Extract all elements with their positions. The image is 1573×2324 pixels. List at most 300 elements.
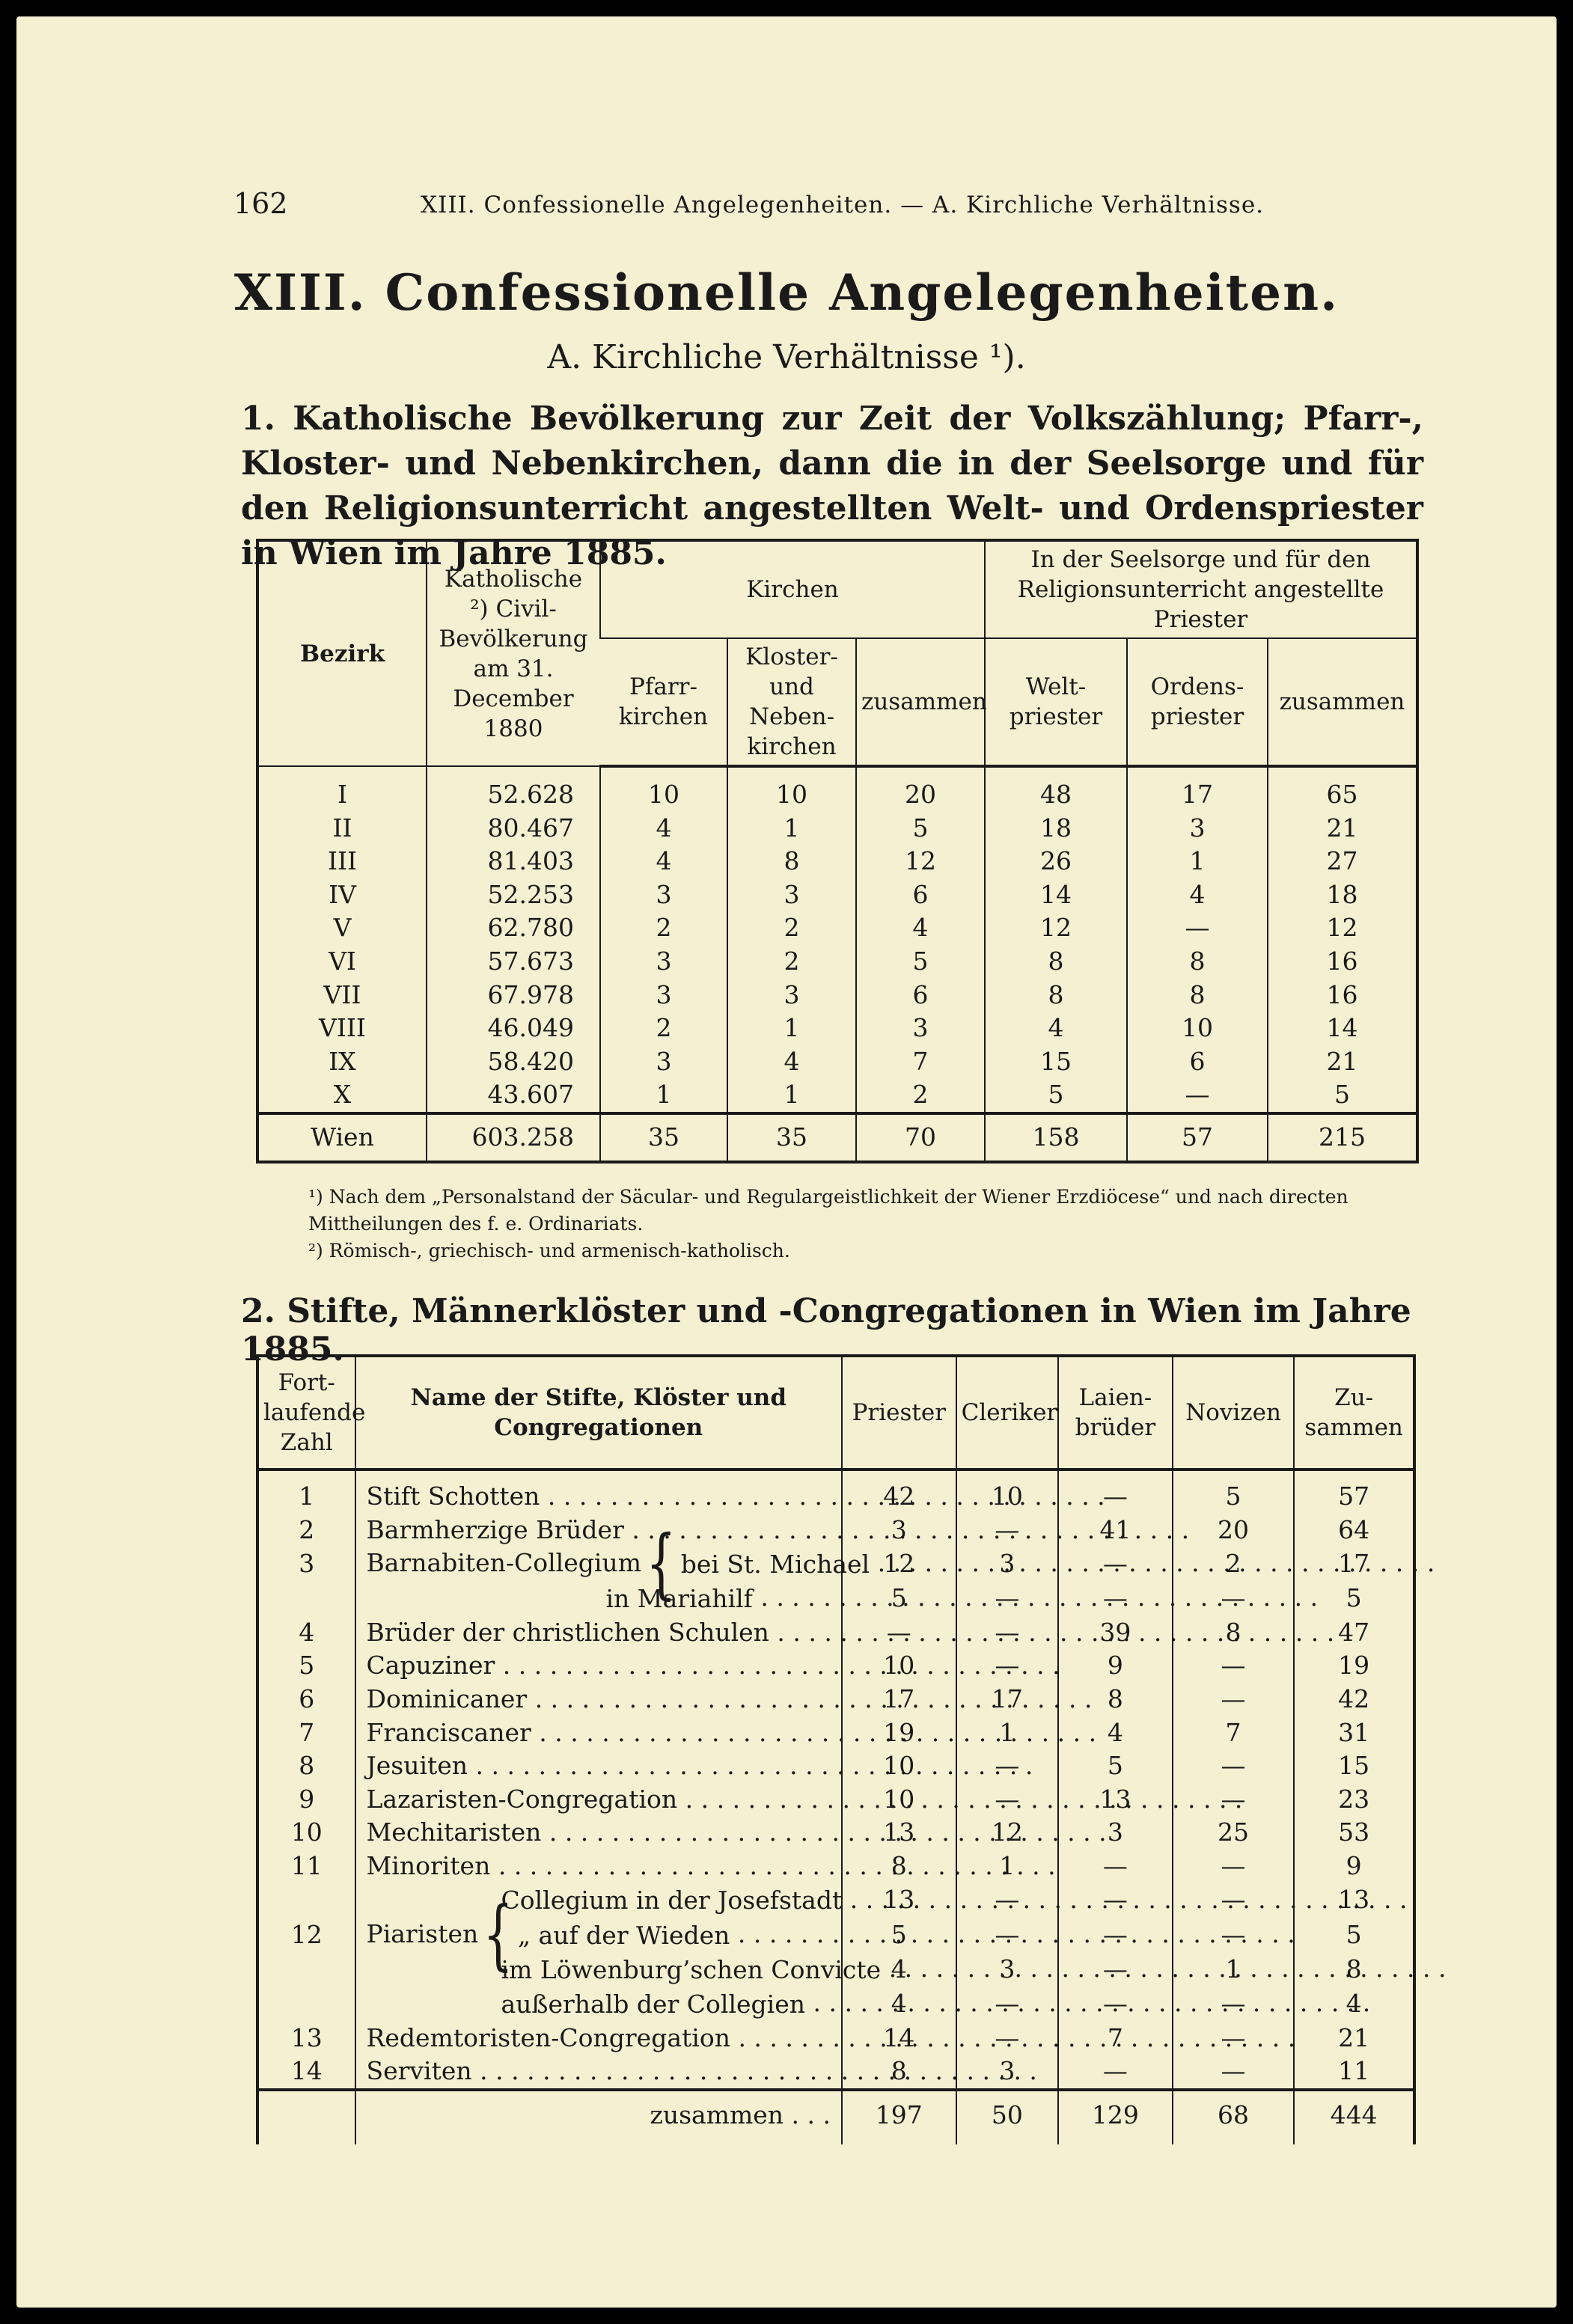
institution-name: Mechitaristen	[366, 1817, 542, 1847]
col-novizen: Novizen	[1173, 1356, 1295, 1470]
col-nr: Fort-laufende Zahl	[257, 1356, 355, 1470]
cell-name	[355, 1783, 843, 1817]
subtitle: A. Kirchliche Verhältnisse ¹).	[547, 338, 1026, 376]
cell-kirchen-zusammen: 6	[856, 878, 985, 912]
cell-zusammen: 42	[1294, 1683, 1414, 1716]
cell-name	[355, 1716, 843, 1750]
main-title: XIII. Confessionelle Angelegenheiten.	[233, 263, 1340, 322]
footnote-2: ²) Römisch-, griechisch- und armenisch-katholisch.	[308, 1240, 790, 1262]
cell-cleriker: —	[956, 1514, 1059, 1547]
cell-ordenspriester: —	[1127, 911, 1268, 945]
total-population: 603.258	[427, 1113, 600, 1162]
cell-cleriker: —	[956, 1581, 1059, 1615]
cell-cleriker: —	[956, 1918, 1059, 1952]
cell-cleriker: 3	[956, 1952, 1059, 1987]
running-head	[16, 187, 1557, 221]
cell-priester-zusammen: 12	[1268, 911, 1417, 945]
brace-glyph: {	[483, 1891, 513, 1981]
cell-priester-zusammen: 21	[1268, 1045, 1417, 1079]
cell-novizen: —	[1173, 1850, 1295, 1883]
col-population: Katholische ²) Civil-Bevölkerung am 31. December 1880	[427, 540, 600, 766]
cell-priester-zusammen: 21	[1268, 812, 1417, 845]
cell-priester-zusammen: 27	[1268, 845, 1417, 878]
cell-zusammen: 53	[1294, 1816, 1414, 1850]
col-ordenspriester: Ordens-priester	[1127, 638, 1268, 766]
cell-nr: 9	[299, 1784, 315, 1814]
cell-bezirk: III	[327, 846, 358, 876]
cell-bezirk: IV	[329, 879, 356, 909]
table-row	[257, 1547, 1414, 1581]
cell-klosterkirchen: 2	[727, 945, 856, 979]
cell-ordenspriester: 8	[1127, 979, 1268, 1012]
total-cleriker: 50	[956, 2090, 1059, 2144]
cell-name	[355, 2022, 843, 2055]
page	[16, 16, 1557, 2308]
leader-dots	[677, 1785, 1242, 1814]
cell-pfarrkirchen: 4	[600, 812, 727, 845]
cell-cleriker: —	[956, 1616, 1059, 1650]
cell-population: 52.628	[427, 766, 600, 812]
cell-nr: 11	[290, 1850, 323, 1880]
cell-nr: 8	[299, 1751, 315, 1781]
cell-pfarrkirchen: 3	[600, 945, 727, 979]
cell-zusammen: 57	[1294, 1470, 1414, 1514]
cell-ordenspriester: 1	[1127, 845, 1268, 878]
table-row	[257, 1850, 1414, 1883]
total-label	[355, 2090, 843, 2144]
table-row	[257, 1012, 1417, 1045]
table-row	[257, 1918, 1414, 1952]
cell-kirchen-zusammen: 5	[856, 812, 985, 845]
col-kirchen: Kirchen	[600, 540, 985, 638]
cell-name	[355, 1683, 843, 1716]
institution-sublocation: „ auf der Wieden	[517, 1920, 730, 1950]
cell-population: 57.673	[427, 945, 600, 979]
cell-novizen: —	[1173, 1883, 1295, 1918]
total-priester-zusammen: 215	[1268, 1113, 1417, 1162]
cell-weltpriester: 15	[985, 1045, 1127, 1079]
cell-pfarrkirchen: 2	[600, 1012, 727, 1045]
cell-bezirk: V	[333, 913, 352, 943]
cell-klosterkirchen: 3	[727, 979, 856, 1012]
cell-weltpriester: 14	[985, 878, 1127, 912]
cell-weltpriester: 4	[985, 1012, 1127, 1045]
cell-ordenspriester: —	[1127, 1078, 1268, 1113]
total-blank	[257, 2090, 355, 2144]
cell-nr: 12	[290, 1919, 323, 1949]
cell-priester-zusammen: 14	[1268, 1012, 1417, 1045]
cell-priester: 14	[842, 2022, 956, 2055]
col-name: Name der Stifte, Klöster und Congregationen	[355, 1356, 843, 1470]
cell-pfarrkirchen: 3	[600, 979, 727, 1012]
cell-name	[355, 1850, 843, 1883]
cell-priester: 8	[842, 2055, 956, 2090]
cell-kirchen-zusammen: 6	[856, 979, 985, 1012]
cell-novizen: —	[1173, 1987, 1295, 2021]
monastery-table	[256, 1354, 1416, 2144]
cell-cleriker: —	[956, 1649, 1059, 1683]
footnote-1: ¹) Nach dem „Personalstand der Säcular- und Regulargeistlichkeit der Wiener Erzdiöcese“ und nach directen Mittheilungen des f. e. Ordinariats.	[308, 1186, 1348, 1235]
cell-pfarrkirchen: 3	[600, 878, 727, 912]
cell-nr	[257, 1883, 355, 1918]
cell-pfarrkirchen: 4	[600, 845, 727, 878]
cell-name	[355, 1470, 843, 1514]
cell-novizen: 8	[1173, 1616, 1295, 1650]
cell-novizen: —	[1173, 1683, 1295, 1716]
total-row	[257, 2090, 1414, 2144]
total-priester: 197	[842, 2090, 956, 2144]
table-row	[257, 1783, 1414, 1817]
cell-name	[355, 1749, 843, 1783]
table-row	[257, 1749, 1414, 1783]
cell-laienbrueder: —	[1058, 1850, 1173, 1883]
cell-priester: 8	[842, 1850, 956, 1883]
institution-name: Minoriten	[366, 1850, 491, 1880]
cell-klosterkirchen: 2	[727, 911, 856, 945]
cell-laienbrueder: 41	[1058, 1514, 1173, 1547]
table-row	[257, 1470, 1414, 1514]
institution-sublocation: bei St. Michael	[680, 1549, 870, 1579]
cell-novizen: —	[1173, 1918, 1295, 1952]
cell-klosterkirchen: 1	[727, 1012, 856, 1045]
leader-dots: . . .	[784, 2100, 831, 2129]
cell-pfarrkirchen: 1	[600, 1078, 727, 1113]
page-number: 162	[233, 187, 288, 220]
cell-cleriker: —	[956, 2022, 1059, 2055]
table-row	[257, 1514, 1414, 1547]
cell-ordenspriester: 8	[1127, 945, 1268, 979]
cell-population: 46.049	[427, 1012, 600, 1045]
cell-kirchen-zusammen: 2	[856, 1078, 985, 1113]
cell-laienbrueder: 9	[1058, 1649, 1173, 1683]
table-row	[257, 1716, 1414, 1750]
cell-population: 62.780	[427, 911, 600, 945]
cell-priester: 10	[842, 1749, 956, 1783]
cell-nr: 13	[290, 2022, 323, 2052]
table-row	[257, 945, 1417, 979]
cell-kirchen-zusammen: 5	[856, 945, 985, 979]
col-priester: Priester	[842, 1356, 956, 1470]
cell-name	[355, 2055, 843, 2090]
total-novizen: 68	[1173, 2090, 1295, 2144]
cell-novizen: —	[1173, 2022, 1295, 2055]
cell-zusammen: 8	[1294, 1952, 1414, 1987]
leader-dots	[468, 1751, 1033, 1780]
cell-laienbrueder: —	[1058, 2055, 1173, 2090]
institution-sublocation: in Mariahilf	[605, 1584, 753, 1614]
leader-dots	[490, 1851, 1055, 1880]
institution-name: Piaristen	[366, 1918, 479, 1948]
cell-nr: 7	[299, 1717, 315, 1747]
cell-zusammen: 15	[1294, 1749, 1414, 1783]
cell-bezirk: X	[333, 1080, 352, 1110]
cell-novizen: 1	[1173, 1952, 1295, 1987]
cell-novizen: —	[1173, 1649, 1295, 1683]
cell-population: 43.607	[427, 1078, 600, 1113]
institution-name: Barnabiten-Collegium	[366, 1548, 641, 1578]
cell-priester: 10	[842, 1649, 956, 1683]
col-laienbrueder: Laien-brüder	[1058, 1356, 1173, 1470]
cell-cleriker: 10	[956, 1470, 1059, 1514]
col-weltpriester: Welt-priester	[985, 638, 1127, 766]
cell-priester-zusammen: 5	[1268, 1078, 1417, 1113]
cell-zusammen: 17	[1294, 1547, 1414, 1581]
cell-weltpriester: 8	[985, 945, 1127, 979]
cell-laienbrueder: —	[1058, 1470, 1173, 1514]
cell-novizen: 25	[1173, 1816, 1295, 1850]
leader-dots	[769, 1618, 1334, 1647]
cell-klosterkirchen: 8	[727, 845, 856, 878]
institution-sublocation: Collegium in der Josefstadt	[501, 1886, 843, 1915]
cell-laienbrueder: 13	[1058, 1783, 1173, 1817]
cell-cleriker: 12	[956, 1816, 1059, 1850]
cell-cleriker: 1	[956, 1850, 1059, 1883]
cell-zusammen: 21	[1294, 2022, 1414, 2055]
cell-priester-zusammen: 18	[1268, 878, 1417, 912]
cell-nr: 5	[299, 1651, 315, 1681]
cell-weltpriester: 18	[985, 812, 1127, 845]
cell-priester: 5	[842, 1581, 956, 1615]
cell-nr: 2	[299, 1514, 315, 1544]
cell-zusammen: 5	[1294, 1918, 1414, 1952]
table-row	[257, 766, 1417, 812]
institution-name: Serviten	[366, 2056, 472, 2086]
cell-pfarrkirchen: 10	[600, 766, 727, 812]
cell-weltpriester: 48	[985, 766, 1127, 812]
cell-weltpriester: 12	[985, 911, 1127, 945]
cell-population: 58.420	[427, 1045, 600, 1079]
table-row	[257, 1883, 1414, 1918]
cell-priester: 13	[842, 1883, 956, 1918]
cell-priester: 4	[842, 1987, 956, 2021]
leader-dots	[805, 1988, 1370, 2017]
institution-name: Jesuiten	[366, 1751, 468, 1781]
cell-laienbrueder: 7	[1058, 2022, 1173, 2055]
cell-cleriker: 1	[956, 1716, 1059, 1750]
cell-laienbrueder: —	[1058, 1918, 1173, 1952]
cell-kirchen-zusammen: 7	[856, 1045, 985, 1079]
cell-population: 80.467	[427, 812, 600, 845]
total-laienbrueder: 129	[1058, 2090, 1173, 2144]
table-row	[257, 1581, 1414, 1615]
institution-sublocation: im Löwenburg’schen Convicte	[501, 1954, 882, 1984]
cell-weltpriester: 8	[985, 979, 1127, 1012]
cell-priester: —	[842, 1616, 956, 1650]
cell-nr: 6	[299, 1684, 315, 1713]
cell-klosterkirchen: 1	[727, 1078, 856, 1113]
cell-nr	[257, 1952, 355, 1987]
cell-population: 52.253	[427, 878, 600, 912]
cell-bezirk: IX	[329, 1046, 356, 1076]
cell-novizen: —	[1173, 2055, 1295, 2090]
cell-zusammen: 11	[1294, 2055, 1414, 2090]
cell-zusammen: 4	[1294, 1987, 1414, 2021]
cell-klosterkirchen: 10	[727, 766, 856, 812]
cell-nr	[257, 1581, 355, 1615]
cell-cleriker: —	[956, 1987, 1059, 2021]
cell-bezirk: VI	[329, 946, 356, 976]
cell-ordenspriester: 3	[1127, 812, 1268, 845]
cell-ordenspriester: 6	[1127, 1045, 1268, 1079]
table-row	[257, 812, 1417, 845]
cell-laienbrueder: 5	[1058, 1749, 1173, 1783]
cell-kirchen-zusammen: 3	[856, 1012, 985, 1045]
cell-novizen: —	[1173, 1581, 1295, 1615]
running-title: XIII. Confessionelle Angelegenheiten. — A. Kirchliche Verhältnisse.	[421, 192, 1265, 218]
col-priester-group: In der Seelsorge und für den Religionsunterricht angestellte Priester	[985, 540, 1417, 638]
cell-zusammen: 31	[1294, 1716, 1414, 1750]
cell-weltpriester: 26	[985, 845, 1127, 878]
cell-laienbrueder: —	[1058, 1547, 1173, 1581]
cell-klosterkirchen: 1	[727, 812, 856, 845]
cell-cleriker: 3	[956, 2055, 1059, 2090]
table-row	[257, 1816, 1414, 1850]
cell-population: 81.403	[427, 845, 600, 878]
cell-priester: 17	[842, 1683, 956, 1716]
total-pfarrkirchen: 35	[600, 1113, 727, 1162]
cell-bezirk: I	[337, 779, 348, 809]
cell-cleriker: —	[956, 1749, 1059, 1783]
cell-priester-zusammen: 16	[1268, 945, 1417, 979]
table-row	[257, 911, 1417, 945]
cell-priester-zusammen: 65	[1268, 766, 1417, 812]
cell-nr: 4	[299, 1617, 315, 1647]
cell-novizen: —	[1173, 1783, 1295, 1817]
total-row	[257, 1113, 1417, 1162]
cell-name	[355, 1816, 843, 1850]
cell-cleriker: —	[956, 1883, 1059, 1918]
col-zusammen: Zu-sammen	[1294, 1356, 1414, 1470]
cell-priester: 3	[842, 1514, 956, 1547]
cell-ordenspriester: 4	[1127, 878, 1268, 912]
cell-name	[355, 1987, 843, 2021]
cell-kirchen-zusammen: 12	[856, 845, 985, 878]
total-zusammen: 444	[1294, 2090, 1414, 2144]
cell-priester: 10	[842, 1783, 956, 1817]
cell-zusammen: 19	[1294, 1649, 1414, 1683]
total-label-text: zusammen	[650, 2100, 784, 2129]
cell-novizen: —	[1173, 1749, 1295, 1783]
cell-zusammen: 9	[1294, 1850, 1414, 1883]
table-row	[257, 1616, 1414, 1650]
cell-laienbrueder: 3	[1058, 1816, 1173, 1850]
institution-name: Stift Schotten	[366, 1481, 540, 1511]
church-statistics-table	[256, 539, 1419, 1163]
institution-name: Capuziner	[366, 1651, 495, 1681]
cell-kirchen-zusammen: 4	[856, 911, 985, 945]
cell-novizen: 7	[1173, 1716, 1295, 1750]
institution-name: Dominicaner	[366, 1684, 528, 1713]
leader-dots	[495, 1651, 1060, 1680]
cell-priester: 13	[842, 1816, 956, 1850]
institution-name: Franciscaner	[366, 1717, 531, 1747]
cell-zusammen: 23	[1294, 1783, 1414, 1817]
cell-laienbrueder: —	[1058, 1883, 1173, 1918]
cell-priester: 5	[842, 1918, 956, 1952]
col-klosterkirchen: Kloster- und Neben-kirchen	[727, 638, 856, 766]
cell-nr: 1	[299, 1481, 315, 1511]
cell-cleriker: —	[956, 1783, 1059, 1817]
cell-bezirk: VIII	[319, 1013, 366, 1043]
cell-name	[355, 1649, 843, 1683]
cell-nr: 3	[299, 1549, 315, 1579]
cell-novizen: 2	[1173, 1547, 1295, 1581]
table-row	[257, 878, 1417, 912]
institution-name: Brüder der christlichen Schulen	[366, 1617, 769, 1647]
leader-dots	[472, 2056, 1037, 2085]
cell-novizen: 5	[1173, 1470, 1295, 1514]
cell-ordenspriester: 10	[1127, 1012, 1268, 1045]
cell-zusammen: 13	[1294, 1883, 1414, 1918]
cell-klosterkirchen: 3	[727, 878, 856, 912]
cell-bezirk: VII	[323, 979, 361, 1009]
total-ordenspriester: 57	[1127, 1113, 1268, 1162]
section2-title: 2. Stifte, Männerklöster und -Congregationen in Wien im Jahre 1885.	[241, 1292, 1411, 1369]
institution-name: Lazaristen-Congregation	[366, 1784, 678, 1814]
cell-laienbrueder: —	[1058, 1581, 1173, 1615]
cell-laienbrueder: 4	[1058, 1716, 1173, 1750]
cell-nr: 14	[290, 2056, 323, 2086]
cell-nr: 10	[290, 1817, 323, 1847]
col-priester-zusammen: zusammen	[1268, 638, 1417, 766]
cell-laienbrueder: 39	[1058, 1616, 1173, 1650]
cell-priester: 42	[842, 1470, 956, 1514]
cell-cleriker: 17	[956, 1683, 1059, 1716]
total-bezirk: Wien	[257, 1113, 427, 1162]
table-row	[257, 845, 1417, 878]
institution-sublocation: außerhalb der Collegien	[501, 1990, 806, 2019]
cell-kirchen-zusammen: 20	[856, 766, 985, 812]
cell-population: 67.978	[427, 979, 600, 1012]
col-bezirk: Bezirk	[257, 540, 427, 766]
total-klosterkirchen: 35	[727, 1113, 856, 1162]
cell-pfarrkirchen: 2	[600, 911, 727, 945]
cell-weltpriester: 5	[985, 1078, 1127, 1113]
table-row	[257, 2055, 1414, 2090]
total-kirchen-zusammen: 70	[856, 1113, 985, 1162]
cell-zusammen: 47	[1294, 1616, 1414, 1650]
institution-name: Redemtoristen-Congregation	[366, 2022, 730, 2052]
cell-pfarrkirchen: 3	[600, 1045, 727, 1079]
table-row	[257, 1045, 1417, 1079]
cell-priester: 12	[842, 1547, 956, 1581]
cell-priester: 19	[842, 1716, 956, 1750]
cell-name	[355, 1883, 843, 1918]
cell-zusammen: 5	[1294, 1581, 1414, 1615]
cell-name	[355, 1616, 843, 1650]
cell-novizen: 20	[1173, 1514, 1295, 1547]
table-row	[257, 1952, 1414, 1987]
cell-name	[355, 1514, 843, 1547]
cell-cleriker: 3	[956, 1547, 1059, 1581]
cell-nr	[257, 1987, 355, 2021]
section1-title: 1. Katholische Bevölkerung zur Zeit der Volkszählung; Pfarr-, Kloster- und Nebenkirchen, dann die in der Seelsorge und für den Religionsunterricht angestellten Welt- und Ordenspriester in Wien im Jahre 1885.	[241, 400, 1423, 572]
cell-klosterkirchen: 4	[727, 1045, 856, 1079]
table-row	[257, 1078, 1417, 1113]
table-row	[257, 1987, 1414, 2021]
cell-priester: 4	[842, 1952, 956, 1987]
cell-name	[355, 1581, 843, 1615]
institution-name: Barmherzige Brüder	[366, 1514, 624, 1544]
table-row	[257, 2022, 1414, 2055]
cell-ordenspriester: 17	[1127, 766, 1268, 812]
cell-laienbrueder: —	[1058, 1952, 1173, 1987]
table-row	[257, 979, 1417, 1012]
cell-laienbrueder: —	[1058, 1987, 1173, 2021]
col-cleriker: Cleriker	[956, 1356, 1059, 1470]
col-kirchen-zusammen: zusammen	[856, 638, 985, 766]
cell-zusammen: 64	[1294, 1514, 1414, 1547]
